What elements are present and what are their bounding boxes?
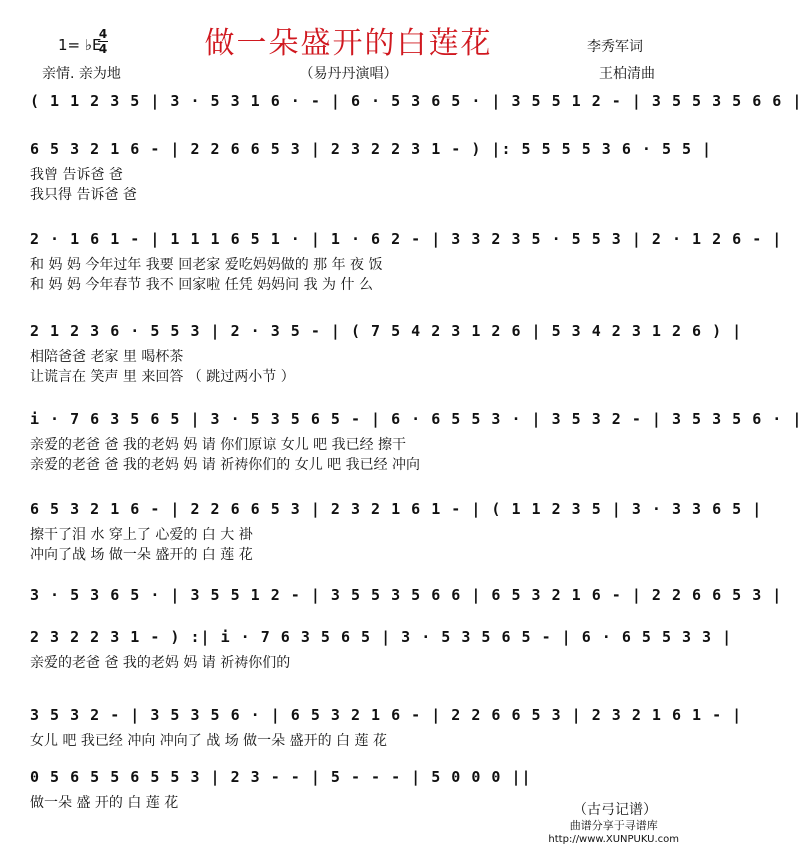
lyricist: 李秀军词 (587, 39, 643, 55)
music-line: ( 1 1 2 3 5 | 3 · 5 3 1 6 · - | 6 · 5 3 6 5 · | 3 5 5 1 2 - | 3 5 5 3 5 6 6 | (30, 92, 802, 110)
page-title: 做一朵盛开的白莲花 (204, 26, 493, 61)
lyric-line: 让谎言在 笑声 里 来回答 （ 跳过两小节 ） (30, 369, 295, 385)
meter-bottom: 4 (98, 42, 108, 56)
lyric-line: 和 妈 妈 今年过年 我要 回老家 爱吃妈妈做的 那 年 夜 饭 (30, 257, 383, 273)
performance-mood: 亲情. 亲为地 (42, 66, 121, 82)
lyric-line: 女儿 吧 我已经 冲向 冲向了 战 场 做一朵 盛开的 白 莲 花 (30, 733, 387, 749)
music-line: i · 7 6 3 5 6 5 | 3 · 5 3 5 6 5 - | 6 · 6 5 5 3 · | 3 5 3 2 - | 3 5 3 5 6 · | (30, 410, 802, 428)
time-signature (98, 28, 108, 55)
key-signature: 1= ♭E (58, 36, 102, 54)
lyric-line: 相陪爸爸 老家 里 喝杯茶 (30, 349, 184, 365)
music-line: 3 5 3 2 - | 3 5 3 5 6 · | 6 5 3 2 1 6 - | 2 2 6 6 5 3 | 2 3 2 1 6 1 - | (30, 706, 743, 724)
lyric-line: 和 妈 妈 今年春节 我不 回家啦 任凭 妈妈问 我 为 什 么 (30, 277, 373, 293)
music-line: 2 3 2 2 3 1 - ) :| i · 7 6 3 5 6 5 | 3 · 5 3 5 6 5 - | 6 · 6 5 5 3 3 | (30, 628, 733, 646)
lyric-line: 亲爱的老爸 爸 我的老妈 妈 请 你们原谅 女儿 吧 我已经 擦干 (30, 437, 407, 453)
credit-line: 曲谱分享于寻谱库 (569, 819, 658, 832)
meter-top: 4 (98, 27, 108, 41)
lyric-line: 擦干了泪 水 穿上了 心爱的 白 大 褂 (30, 527, 253, 543)
lyric-line: 我曾 告诉爸 爸 (30, 167, 123, 183)
music-line: 6 5 3 2 1 6 - | 2 2 6 6 5 3 | 2 3 2 2 3 1 - ) |: 5 5 5 5 3 6 · 5 5 | (30, 140, 713, 158)
composer: 王柏清曲 (599, 66, 655, 82)
singer: （易丹丹演唱） (299, 66, 398, 82)
lyric-line: 亲爱的老爸 爸 我的老妈 妈 请 祈祷你们的 (30, 655, 291, 671)
music-line: 6 5 3 2 1 6 - | 2 2 6 6 5 3 | 2 3 2 1 6 1 - | ( 1 1 2 3 5 | 3 · 3 3 6 5 | (30, 500, 763, 518)
music-line: 2 1 2 3 6 · 5 5 3 | 2 · 3 5 - | ( 7 5 4 2 3 1 2 6 | 5 3 4 2 3 1 2 6 ) | (30, 322, 743, 340)
lyric-line: 亲爱的老爸 爸 我的老妈 妈 请 祈祷你们的 女儿 吧 我已经 冲向 (30, 457, 421, 473)
lyric-line: 我只得 告诉爸 爸 (30, 187, 137, 203)
credit-url: http://www.XUNPUKU.com (548, 834, 679, 845)
music-line: 3 · 5 3 6 5 · | 3 5 5 1 2 - | 3 5 5 3 5 6 6 | 6 5 3 2 1 6 - | 2 2 6 6 5 3 | (30, 586, 783, 604)
site-credit (548, 819, 679, 847)
music-line: 0 5 6 5 5 6 5 5 3 | 2 3 - - | 5 - - - | 5 0 0 0 || (30, 768, 532, 786)
transcriber-note: （古弓记谱） (573, 802, 657, 818)
lyric-line: 做一朵 盛 开的 白 莲 花 (30, 795, 179, 811)
lyric-line: 冲向了战 场 做一朵 盛开的 白 莲 花 (30, 547, 253, 563)
music-line: 2 · 1 6 1 - | 1 1 1 6 5 1 · | 1 · 6 2 - | 3 3 2 3 5 · 5 5 3 | 2 · 1 2 6 - | (30, 230, 783, 248)
